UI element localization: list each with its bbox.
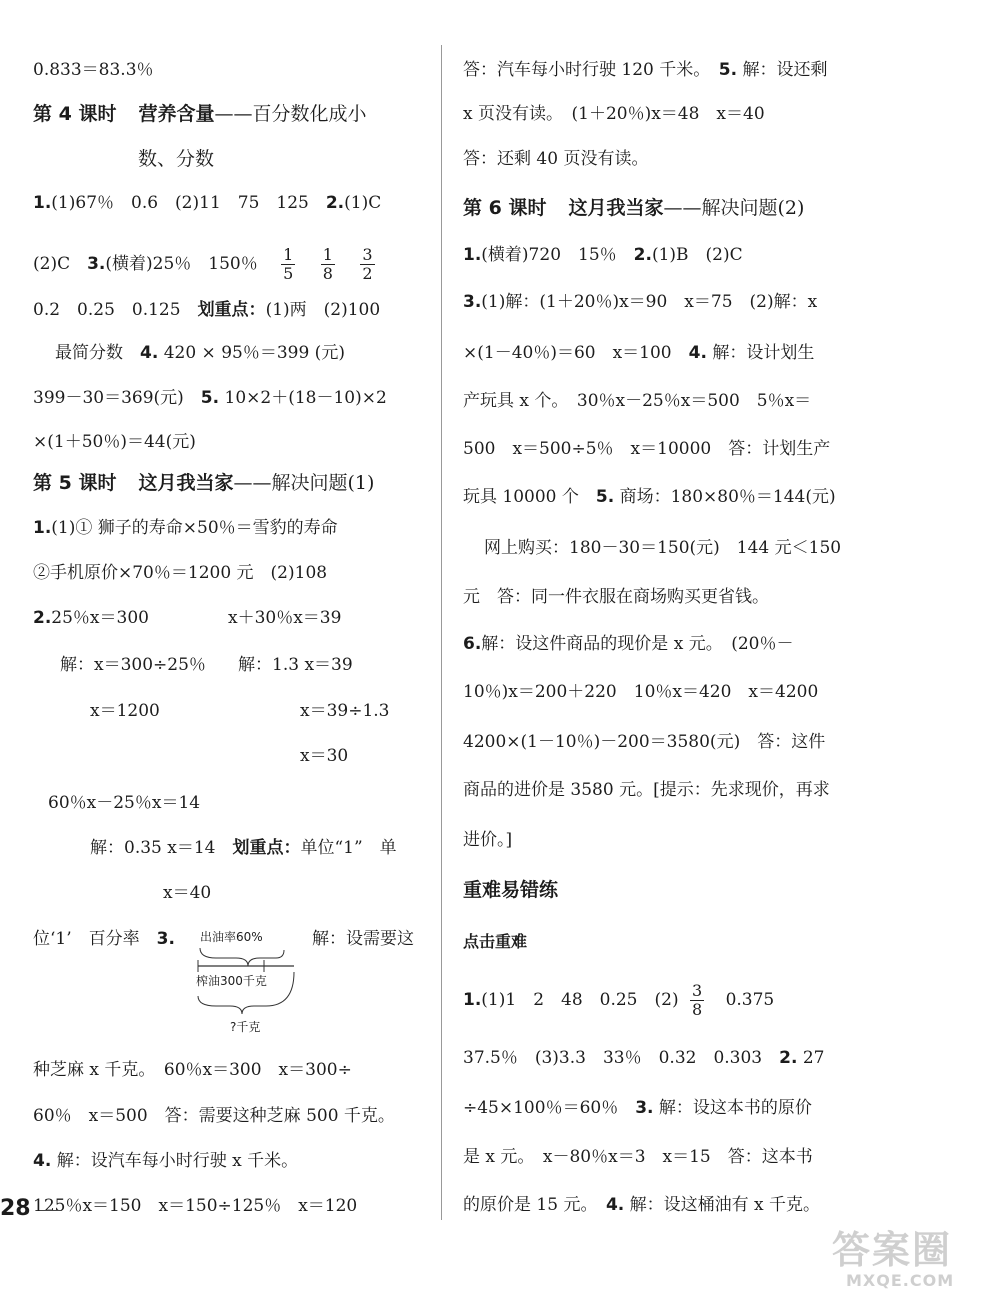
column-divider: [441, 45, 442, 1220]
text-line: (2)C 3.(横着)25％ 150％ $\frac{1}{5}$ $\frac{1}{8}$ $\frac{3}{2}$: [33, 245, 373, 283]
text-line: 500 x＝500÷5％ x＝10000 答：计划生产: [463, 439, 831, 459]
text-line: 2.25％x＝300: [33, 608, 149, 628]
text-line: 0.833＝83.3％: [33, 60, 154, 80]
section-heading: 重难易错练: [463, 879, 559, 901]
text-line: 6.解：设这件商品的现价是 x 元。 (20％－: [463, 634, 794, 654]
text-line: 37.5％ (3)3.3 33％ 0.32 0.303 2. 27: [463, 1048, 825, 1068]
text-line: 产玩具 x 个。 30％x－25％x＝500 5％x＝: [463, 391, 812, 411]
text-line: 网上购买：180－30＝150(元) 144 元＜150: [484, 538, 842, 558]
text-line: 解：1.3 x＝39: [238, 655, 353, 675]
text-line: 解：0.35 x＝14 划重点：单位“1” 单: [90, 838, 397, 858]
text-line: 1.(横着)720 15％ 2.(1)B (2)C: [463, 245, 743, 265]
watermark-url: MXQE.COM: [846, 1271, 955, 1290]
diagram-label: 榨油300千克: [196, 974, 267, 988]
text-line: ×(1＋50％)＝44(元): [33, 432, 196, 452]
text-line: ÷45×100％＝60％ 3. 解：设这本书的原价: [463, 1098, 812, 1118]
text-line: 60％ x＝500 答：需要这种芝麻 500 千克。: [33, 1106, 395, 1126]
text-line: 1.(1)① 狮子的寿命×50％＝雪豹的寿命: [33, 518, 338, 538]
text-line: x＝39÷1.3: [300, 701, 390, 721]
text-line: 4. 解：设汽车每小时行驶 x 千米。: [33, 1151, 299, 1171]
text-line: x＝30: [300, 746, 349, 766]
text-line: 的原价是 15 元。 4. 解：设这桶油有 x 千克。: [463, 1195, 821, 1215]
text-line: 商品的进价是 3580 元。[提示：先求现价，再求: [463, 780, 830, 800]
text-line: 399－30＝369(元) 5. 10×2＋(18－10)×2: [33, 388, 387, 408]
subsection-heading: 点击重难: [463, 932, 528, 951]
text-line: 元 答：同一件衣服在商场购买更省钱。: [463, 587, 769, 607]
text-line: 最简分数 4. 420 × 95％＝399 (元): [55, 343, 345, 363]
text-line: 种芝麻 x 千克。 60％x＝300 x＝300÷: [33, 1060, 352, 1080]
text-line: 是 x 元。 x－80％x＝3 x＝15 答：这本书: [463, 1147, 813, 1167]
text-line: x＝1200: [90, 701, 160, 721]
text-line: 解：x＝300÷25％: [60, 655, 206, 675]
diagram-label: 出油率60%: [200, 930, 263, 944]
text-line: 4200×(1－10％)－200＝3580(元) 答：这件: [463, 732, 826, 752]
text-line: 解：设需要这: [312, 929, 414, 949]
text-line: 1.(1)1 2 48 0.25 (2) $\frac{3}{8}$ 0.375: [463, 981, 775, 1019]
text-line: x＝40: [163, 883, 212, 903]
text-line: 1.(1)67％ 0.6 (2)11 75 125 2.(1)C: [33, 193, 382, 213]
text-line: 0.2 0.25 0.125 划重点：(1)两 (2)100: [33, 300, 381, 320]
text-line: 进价。]: [463, 830, 513, 850]
text-line: 10％)x＝200＋220 10％x＝420 x＝4200: [463, 682, 819, 702]
text-line: 125％x＝150 x＝150÷125％ x＝120: [33, 1196, 358, 1216]
fraction: $\frac{1}{8}$: [322, 245, 333, 283]
fraction: $\frac{1}{5}$: [283, 245, 294, 283]
text-line: 答：还剩 40 页没有读。: [463, 149, 649, 169]
text-line: ×(1－40％)＝60 x＝100 4. 解：设计划生: [463, 343, 815, 363]
fraction: $\frac{3}{8}$: [691, 981, 703, 1019]
lesson-5-heading: 第 5 课时 这月我当家——解决问题(1): [33, 472, 375, 494]
text-line: 玩具 10000 个 5. 商场：180×80％＝144(元): [463, 487, 836, 507]
text-line: 答：汽车每小时行驶 120 千米。 5. 解：设还剩: [463, 60, 828, 80]
text-line: 60％x－25％x＝14: [48, 793, 201, 813]
lesson-4-heading-cont: 数、分数: [138, 148, 215, 170]
text-line: ②手机原价×70％＝1200 元 (2)108: [33, 563, 328, 583]
watermark-text: 答案圈: [832, 1228, 953, 1272]
page-number: 28: [0, 1196, 31, 1221]
watermark: [830, 1215, 990, 1301]
text-line: x 页没有读。 (1＋20％)x＝48 x＝40: [463, 104, 765, 124]
text-line: 3.(1)解：(1＋20％)x＝90 x＝75 (2)解：x: [463, 292, 818, 312]
text-line: x＋30％x＝39: [228, 608, 342, 628]
page-number-dash: [40, 1210, 62, 1211]
fraction: $\frac{3}{2}$: [362, 245, 373, 283]
lesson-4-heading: 第 4 课时 营养含量——百分数化成小: [33, 103, 367, 125]
lesson-6-heading: 第 6 课时 这月我当家——解决问题(2): [463, 197, 805, 219]
oil-yield-diagram: [186, 928, 306, 1040]
text-line: 位‘1’ 百分率 3.: [33, 929, 175, 949]
diagram-label: ?千克: [230, 1020, 261, 1034]
